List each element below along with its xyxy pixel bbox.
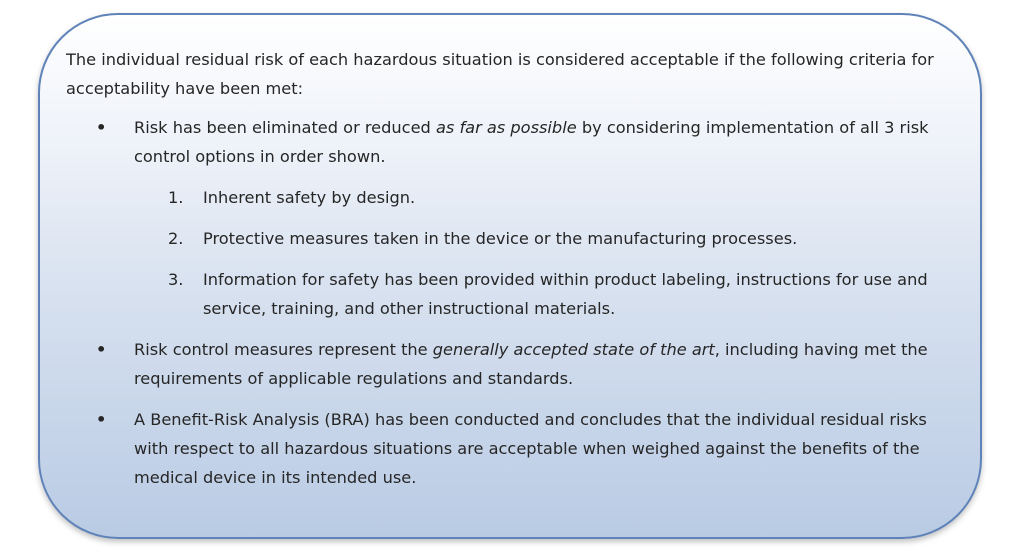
criteria-text: A Benefit-Risk Analysis (BRA) has been conducted and concludes that the individual residual risks with respect to all hazardous situations are acceptable when weighed against the benefits of the medical device in its intended use. (134, 410, 927, 487)
criteria-text-start: Risk control measures represent the (134, 340, 433, 359)
option-text: Information for safety has been provided within product labeling, instructions for use and service, training, and other instructional materials. (203, 270, 928, 318)
criteria-emphasis: generally accepted state of the art (432, 340, 715, 359)
criteria-text-end: , including having met the requirements of applicable regulations and standards. (134, 340, 928, 388)
criteria-content (66, 45, 966, 504)
option-text: Protective measures taken in the device or the manufacturing processes. (203, 229, 798, 248)
option-number: 2. (168, 229, 184, 248)
criteria-item (66, 405, 966, 492)
option-text: Inherent safety by design. (203, 188, 416, 207)
risk-control-option (134, 265, 966, 323)
criteria-text-end: by considering implementation of all 3 risk control options in order shown. (134, 118, 929, 166)
criteria-item (66, 335, 966, 393)
option-number: 1. (168, 188, 184, 207)
bullet-icon: • (96, 340, 107, 359)
criteria-emphasis: as far as possible (435, 118, 577, 137)
bullet-icon: • (96, 118, 107, 137)
criteria-list (66, 113, 966, 492)
option-number: 3. (168, 270, 184, 289)
criteria-text-start: Risk has been eliminated or reduced (134, 118, 436, 137)
criteria-item (66, 113, 966, 323)
risk-control-options-list (134, 183, 966, 323)
risk-control-option (134, 183, 966, 212)
bullet-icon: • (96, 410, 107, 429)
intro-paragraph: The individual residual risk of each hazardous situation is considered acceptable if the following criteria for acceptability have been met: (66, 50, 934, 98)
risk-control-option (134, 224, 966, 253)
